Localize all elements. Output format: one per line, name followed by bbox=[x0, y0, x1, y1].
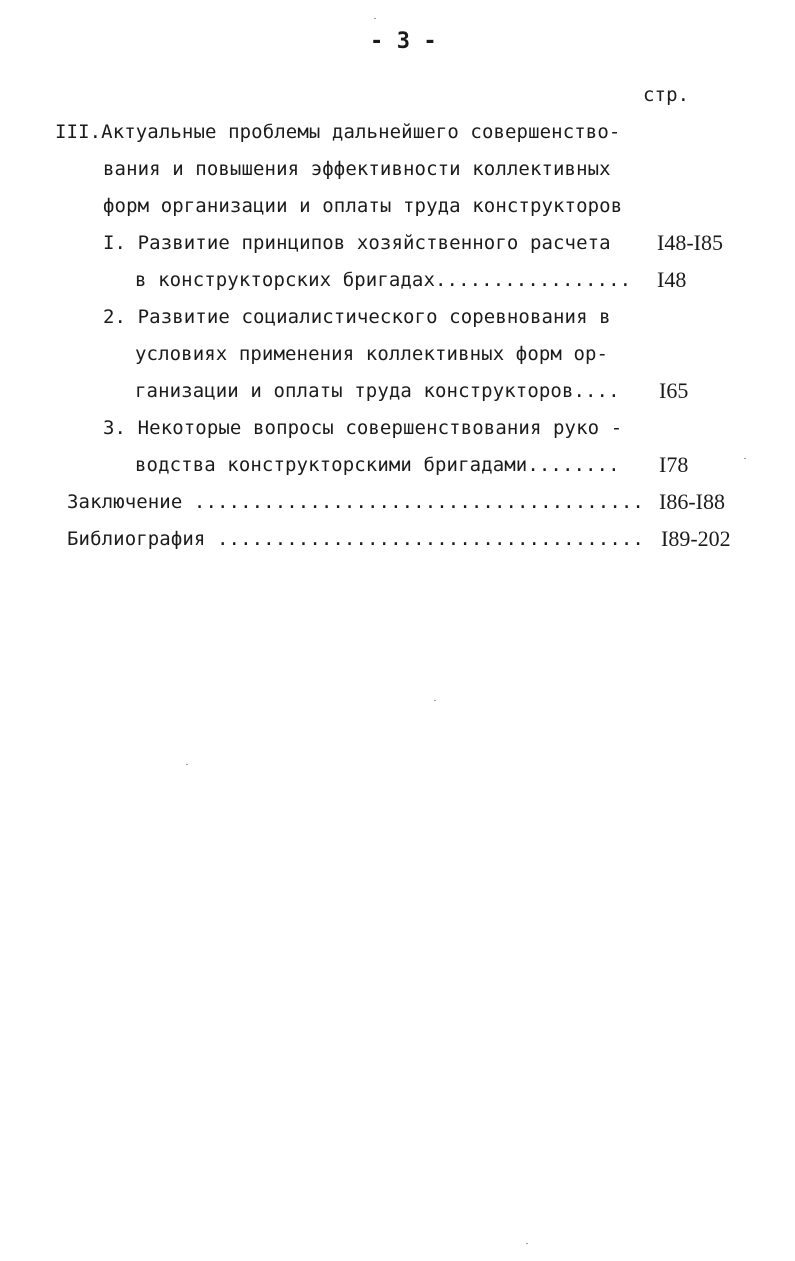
section-heading-line-3: форм организации и оплаты труда конструкторов bbox=[103, 195, 623, 217]
scan-speck bbox=[434, 700, 436, 701]
page-column-header: стр. bbox=[643, 84, 690, 106]
toc-item-2-line-3: ганизации и оплаты труда конструкторов.... bbox=[135, 380, 620, 402]
page-number: - 3 - bbox=[370, 29, 437, 54]
subsection-page-range: I48-I85 bbox=[657, 230, 723, 255]
scan-speck bbox=[744, 458, 746, 459]
toc-conclusion-page: I86-I88 bbox=[659, 489, 725, 514]
toc-item-2-page: I65 bbox=[659, 378, 689, 403]
toc-item-2-line-1: 2. Развитие социалистического соревнования в bbox=[103, 306, 611, 328]
toc-item-2-line-2: условиях применения коллективных форм ор- bbox=[135, 343, 609, 365]
toc-item-1-line-1: I. Развитие принципов хозяйственного расчета bbox=[103, 232, 611, 254]
scan-speck bbox=[186, 764, 188, 765]
scan-speck bbox=[374, 18, 376, 19]
toc-conclusion: Заключение ....................................... bbox=[67, 491, 644, 513]
section-heading-line-2: вания и повышения эффективности коллективных bbox=[103, 158, 611, 180]
toc-bibliography-page: I89-202 bbox=[661, 526, 731, 551]
scan-speck bbox=[526, 1243, 528, 1244]
toc-item-1-page: I48 bbox=[657, 267, 687, 292]
section-heading-line-1: III.Актуальные проблемы дальнейшего совершенство- bbox=[55, 121, 621, 143]
toc-item-3-line-1: 3. Некоторые вопросы совершенствования руко - bbox=[103, 417, 623, 439]
toc-bibliography: Библиография ..................................... bbox=[67, 528, 644, 550]
toc-item-3-page: I78 bbox=[659, 452, 689, 477]
toc-item-1-line-2: в конструкторских бригадах................. bbox=[135, 269, 632, 291]
toc-item-3-line-2: водства конструкторскими бригадами........ bbox=[135, 454, 620, 476]
